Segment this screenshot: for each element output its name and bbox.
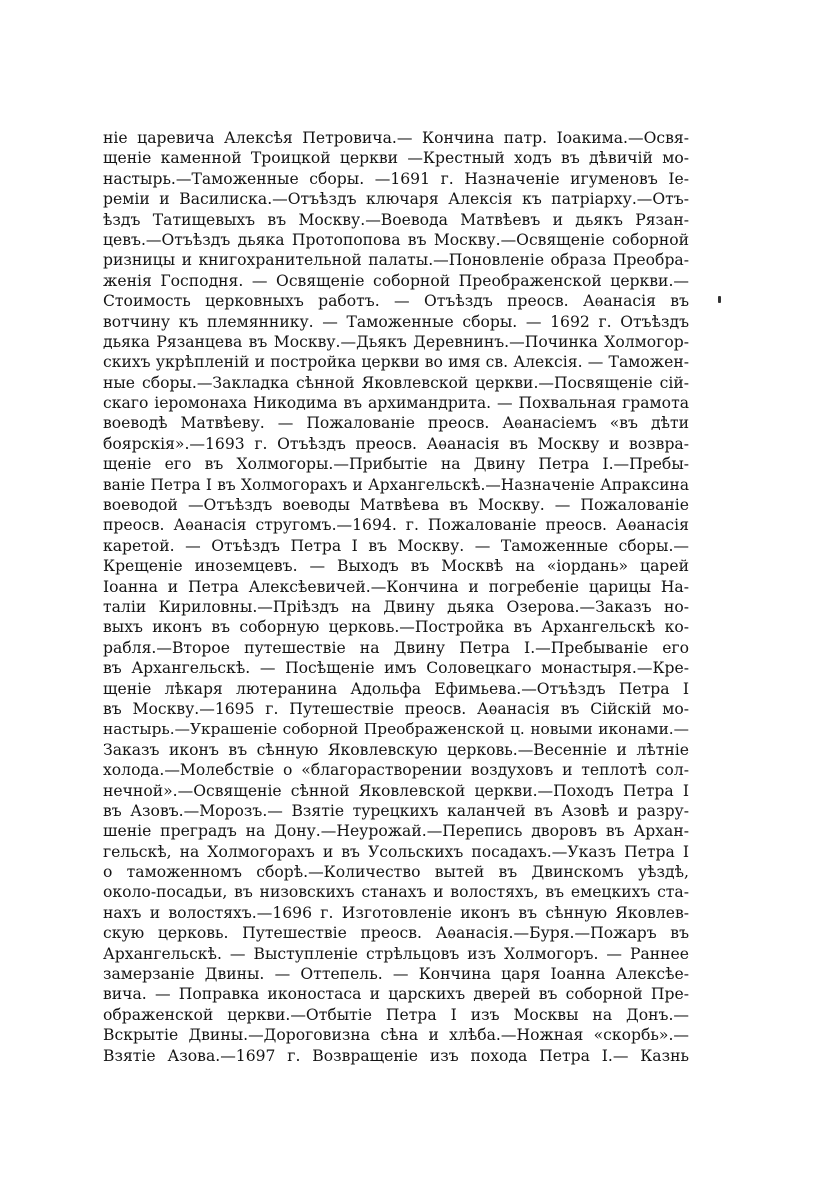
text-line: о таможенномъ сборѣ.—Количество вытей въ Двинскомъ уѣздѣ, — [103, 863, 689, 882]
text-line: щеніе лѣкаря лютеранина Адольфа Ефимьева.—Отъѣздъ Петра I — [103, 679, 689, 698]
text-line: вотчину къ племяннику. — Таможенные сборы. — 1692 г. Отъѣздъ — [103, 312, 689, 331]
text-line: таліи Кириловны.—Пріѣздъ на Двину дьяка Озерова.—Заказъ но- — [103, 597, 689, 616]
text-line: замерзаніе Двины. — Оттепель. — Кончина царя Іоанна Алексѣе- — [103, 965, 689, 984]
text-line: женія Господня. — Освященіе соборной Преображенской церкви.— — [103, 271, 689, 290]
text-line: рабля.—Второе путешествіе на Двину Петра I.—Пребываніе его — [103, 638, 689, 657]
text-line: въ Москву.—1695 г. Путешествіе преосв. Аѳанасія въ Сійскій мо- — [103, 699, 689, 718]
text-line: дьяка Рязанцева въ Москву.—Дьякъ Деревнинъ.—Починка Холмогор- — [103, 332, 689, 351]
text-line: ризницы и книгохранительной палаты.—Поновленіе образа Преобра- — [103, 251, 689, 270]
text-line: настырь.—Украшеніе соборной Преображенской ц. новыми иконами.— — [103, 720, 689, 739]
text-line: скаго іеромонаха Никодима въ архимандрита. — Похвальная грамота — [103, 394, 689, 413]
text-line: преосв. Аѳанасія стругомъ.—1694. г. Пожалованіе преосв. Аѳанасія — [103, 516, 689, 535]
text-line: Архангельскѣ. — Выступленіе стрѣльцовъ изъ Холмогоръ. — Раннее — [103, 944, 689, 963]
text-line: ніе царевича Алексѣя Петровича.— Кончина патр. Іоакима.—Освя- — [103, 129, 689, 147]
text-line: воеводѣ Матвѣеву. — Пожалованіе преосв. Аѳанасіемъ «въ дѣти — [103, 414, 689, 433]
text-line: Крещеніе иноземцевъ. — Выходъ въ Москвѣ на «іордань» царей — [103, 557, 689, 576]
text-line: вича. — Поправка иконостаса и царскихъ дверей въ соборной Пре- — [103, 985, 689, 1004]
text-line: гельскѣ, на Холмогорахъ и въ Усольскихъ посадахъ.—Указъ Петра I — [103, 842, 689, 861]
text-line: воеводой —Отъѣздъ воеводы Матвѣева въ Москву. — Пожалованіе — [103, 496, 689, 515]
text-line: ображенской церкви.—Отбытіе Петра I изъ Москвы на Донъ.— — [103, 1005, 689, 1024]
text-line: Взятіе Азова.—1697 г. Возвращеніе изъ похода Петра I.— Казнь — [103, 1046, 689, 1065]
text-line: щеніе каменной Троицкой церкви —Крестный ходъ въ дѣвичій мо- — [103, 149, 689, 168]
text-line: холода.—Молебствіе о «благорастворении воздуховъ и теплотѣ сол- — [103, 761, 689, 780]
text-line: каретой. — Отъѣздъ Петра I въ Москву. — Таможенные сборы.— — [103, 536, 689, 555]
text-line: скихъ укрѣпленій и постройка церкви во имя св. Алексія. — Таможен- — [103, 353, 689, 372]
text-line: въ Азовъ.—Морозъ.— Взятіе турецкихъ каланчей въ Азовѣ и разру- — [103, 801, 689, 820]
text-line: скую церковь. Путешествіе преосв. Аѳанасія.—Буря.—Пожаръ въ — [103, 924, 689, 943]
text-line: ные сборы.—Закладка сѣнной Яковлевской церкви.—Посвященіе сій- — [103, 373, 689, 392]
text-line: нечной».—Освященіе сѣнной Яковлевской церкви.—Походъ Петра I — [103, 781, 689, 800]
text-line: Заказъ иконъ въ сѣнную Яковлевскую церковь.—Весенніе и лѣтніе — [103, 740, 689, 759]
text-line: нахъ и волостяхъ.—1696 г. Изготовленіе иконъ въ сѣнную Яковлев- — [103, 903, 689, 922]
body-text — [103, 128, 689, 1066]
text-line: Іоанна и Петра Алексѣевичей.—Кончина и погребеніе царицы На- — [103, 577, 689, 596]
text-line: цевъ.—Отъѣздъ дьяка Протопопова въ Москву.—Освященіе соборной — [103, 230, 689, 249]
text-line: выхъ иконъ въ соборную церковь.—Постройка въ Архангельскѣ ко- — [103, 618, 689, 637]
margin-speck — [718, 296, 721, 303]
text-line: въ Архангельскѣ. — Посѣщеніе имъ Соловецкаго монастыря.—Кре- — [103, 659, 689, 678]
text-line: Вскрытіе Двины.—Дороговизна сѣна и хлѣба.—Ножная «скорбь».— — [103, 1026, 689, 1045]
text-line: ваніе Петра I въ Холмогорахъ и Архангельскѣ.—Назначеніе Апраксина — [103, 475, 689, 494]
text-line: боярскія».—1693 г. Отъѣздъ преосв. Аѳанасія въ Москву и возвра- — [103, 434, 689, 453]
text-line: Стоимость церковныхъ работъ. — Отъѣздъ преосв. Аѳанасія въ — [103, 292, 689, 311]
text-line: реміи и Василиска.—Отъѣздъ ключаря Алексія къ патріарху.—Отъ- — [103, 190, 689, 209]
text-line: ѣздъ Татищевыхъ въ Москву.—Воевода Матвѣевъ и дьякъ Рязан- — [103, 210, 689, 229]
text-line: щеніе его въ Холмогоры.—Прибытіе на Двину Петра I.—Пребы- — [103, 455, 689, 474]
text-line: шеніе преградъ на Дону.—Неурожай.—Перепись дворовъ въ Архан- — [103, 822, 689, 841]
text-line: около-посадьи, въ низовскихъ станахъ и волостяхъ, въ емецкихъ ста- — [103, 883, 689, 902]
text-line: настырь.—Таможенные сборы. —1691 г. Назначеніе игуменовъ Іе- — [103, 169, 689, 188]
